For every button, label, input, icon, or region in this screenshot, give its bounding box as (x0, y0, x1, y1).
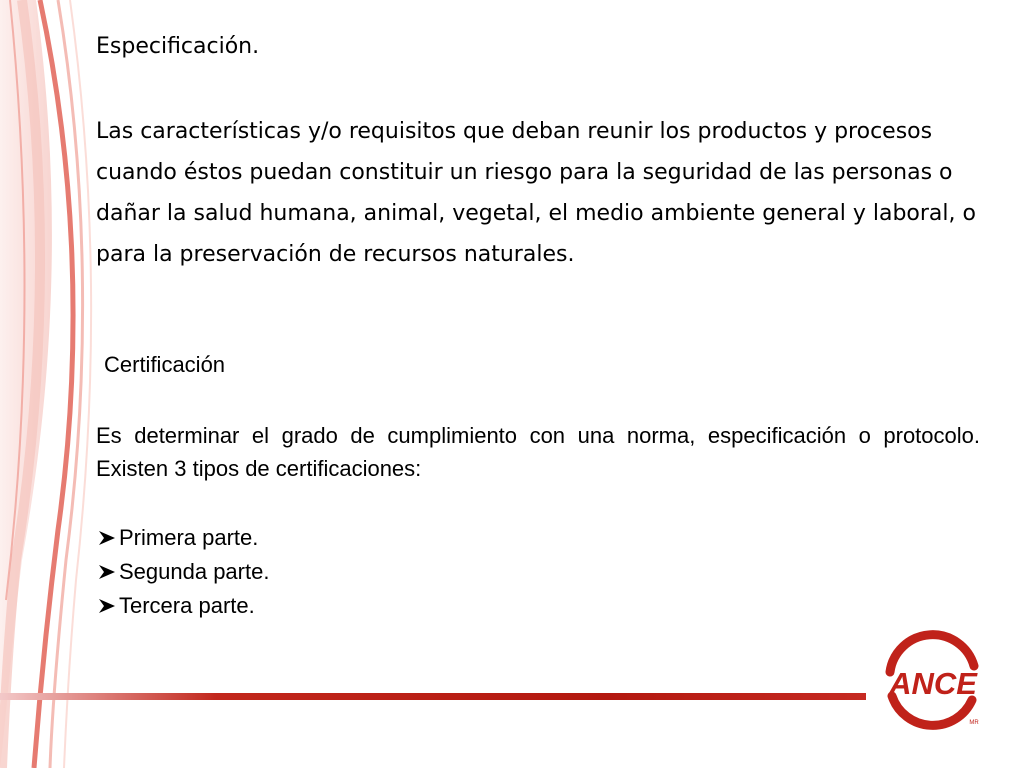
arrow-bullet-icon (96, 529, 118, 547)
certification-types-list (96, 521, 269, 623)
arrow-bullet-icon (96, 597, 118, 615)
heading-certificacion: Certificación (104, 352, 226, 377)
footer-divider (0, 693, 866, 700)
heading-especificacion: Especificación. (96, 34, 260, 59)
paragraph-especificacion: Las características y/o requisitos que deban reunir los productos y procesos cuando éstos puedan constituir un riesgo para la seguridad de las personas o dañar la salud humana, animal, vegetal, el medio ambiente general y laboral, o para la preservación de recursos naturales. (96, 119, 976, 267)
paragraph-certificacion: Es determinar el grado de cumplimiento con una norma, especificación o protocolo. Existen 3 tipos de certificaciones: (96, 423, 980, 481)
list-item (96, 521, 269, 555)
ance-logo (878, 626, 988, 730)
decorative-swoosh (0, 0, 100, 768)
list-item (96, 555, 269, 589)
list-item-label: Primera parte. (119, 525, 259, 550)
list-item (96, 589, 269, 623)
list-item-label: Tercera parte. (119, 593, 255, 618)
list-item-label: Segunda parte. (119, 559, 270, 584)
svg-text:MR: MR (969, 720, 979, 726)
arrow-bullet-icon (96, 563, 118, 581)
svg-text:ANCE: ANCE (889, 666, 977, 701)
